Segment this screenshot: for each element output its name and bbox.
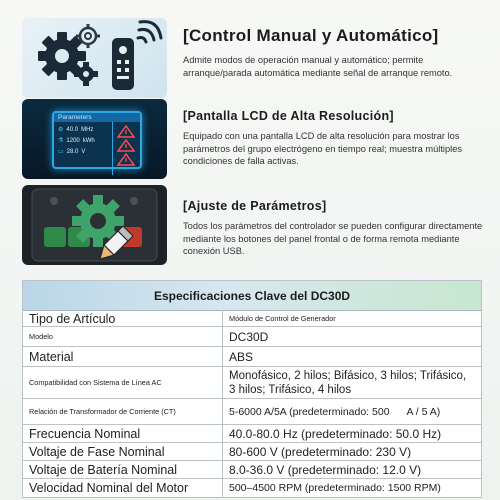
spec-value: DC30D xyxy=(229,329,269,344)
battery-icon: ▭ xyxy=(58,149,64,155)
warning-icon xyxy=(118,154,134,165)
feature-parameter-settings xyxy=(22,185,488,265)
table-row xyxy=(23,347,481,367)
spec-label: Relación de Transformador de Corriente (CT) xyxy=(23,399,223,424)
table-row xyxy=(23,327,481,347)
specifications-title: Especificaciones Clave del DC30D xyxy=(23,281,481,311)
spec-label: Voltaje de Fase Nominal xyxy=(23,443,223,460)
remote-control-icon xyxy=(112,38,134,90)
spec-value: 40.0-80.0 Hz (predeterminado: 50.0 Hz) xyxy=(229,426,442,441)
lcd-value: 40.0 xyxy=(66,127,79,133)
spec-value: Monofásico, 2 hilos; Bifásico, 3 hilos; Trifásico, 3 hilos; Trifásico, 4 hilos xyxy=(229,369,467,396)
lcd-value: 1200 xyxy=(66,138,80,144)
lcd-value: 28.0 xyxy=(66,149,79,155)
lcd-header: Parameters xyxy=(54,113,140,122)
lcd-unit: kWh xyxy=(82,138,95,144)
spec-label: Modelo xyxy=(23,327,223,346)
spec-value: Módulo de Control de Generador xyxy=(229,314,336,323)
lcd-screen xyxy=(52,111,142,169)
table-row xyxy=(23,399,481,425)
lcd-unit: MHz xyxy=(81,127,94,133)
spec-value: 500–4500 RPM (predeterminado: 1500 RPM) xyxy=(229,482,441,494)
lcd-unit: V xyxy=(81,149,86,155)
thermometer-icon: ⚗ xyxy=(58,138,64,144)
table-row xyxy=(23,311,481,327)
cog-icon: ⚙ xyxy=(58,127,64,133)
feature-description: Admite modos de operación manual y automático; permite arranque/parada automática mediante señal de arranque remoto. xyxy=(183,55,453,78)
feature-manual-auto xyxy=(22,18,488,98)
spec-value: 80-600 V (predeterminado: 230 V) xyxy=(229,444,412,459)
lcd-image xyxy=(22,99,167,179)
feature-title: [Control Manual y Automático] xyxy=(183,26,439,45)
warning-icon xyxy=(118,140,134,151)
spec-label: Frecuencia Nominal xyxy=(23,425,223,442)
manual-auto-image xyxy=(22,18,167,98)
spec-label: Tipo de Artículo xyxy=(23,311,223,326)
spec-label: Material xyxy=(23,347,223,366)
spec-label: Voltaje de Batería Nominal xyxy=(23,461,223,478)
table-row xyxy=(23,443,481,461)
spec-value: ABS xyxy=(229,349,254,364)
table-row xyxy=(23,367,481,399)
feature-title: [Ajuste de Parámetros] xyxy=(183,199,327,213)
feature-title: [Pantalla LCD de Alta Resolución] xyxy=(183,109,394,123)
specifications-table xyxy=(22,280,482,498)
table-row xyxy=(23,425,481,443)
warning-icon xyxy=(118,126,134,137)
parameter-settings-image xyxy=(22,185,167,265)
feature-description: Equipado con una pantalla LCD de alta resolución para mostrar los parámetros del grupo electrógeno en tiempo real; muestra múltiples condiciones de falla activas. xyxy=(183,131,463,166)
feature-description: Todos los parámetros del controlador se pueden configurar directamente mediante los botones del panel frontal o de forma remota mediante conexión USB. xyxy=(183,221,483,256)
spec-label: Compatibilidad con Sistema de Línea AC xyxy=(23,367,223,398)
spec-value: 8.0-36.0 V (predeterminado: 12.0 V) xyxy=(229,462,422,477)
spec-value: 5-6000 A/5A (predeterminado: 500 A / 5 A) xyxy=(229,405,441,418)
spec-label: Velocidad Nominal del Motor xyxy=(23,479,223,497)
table-row xyxy=(23,461,481,479)
feature-lcd xyxy=(22,99,488,179)
table-row xyxy=(23,479,481,497)
wireless-signal-icon xyxy=(138,22,161,42)
